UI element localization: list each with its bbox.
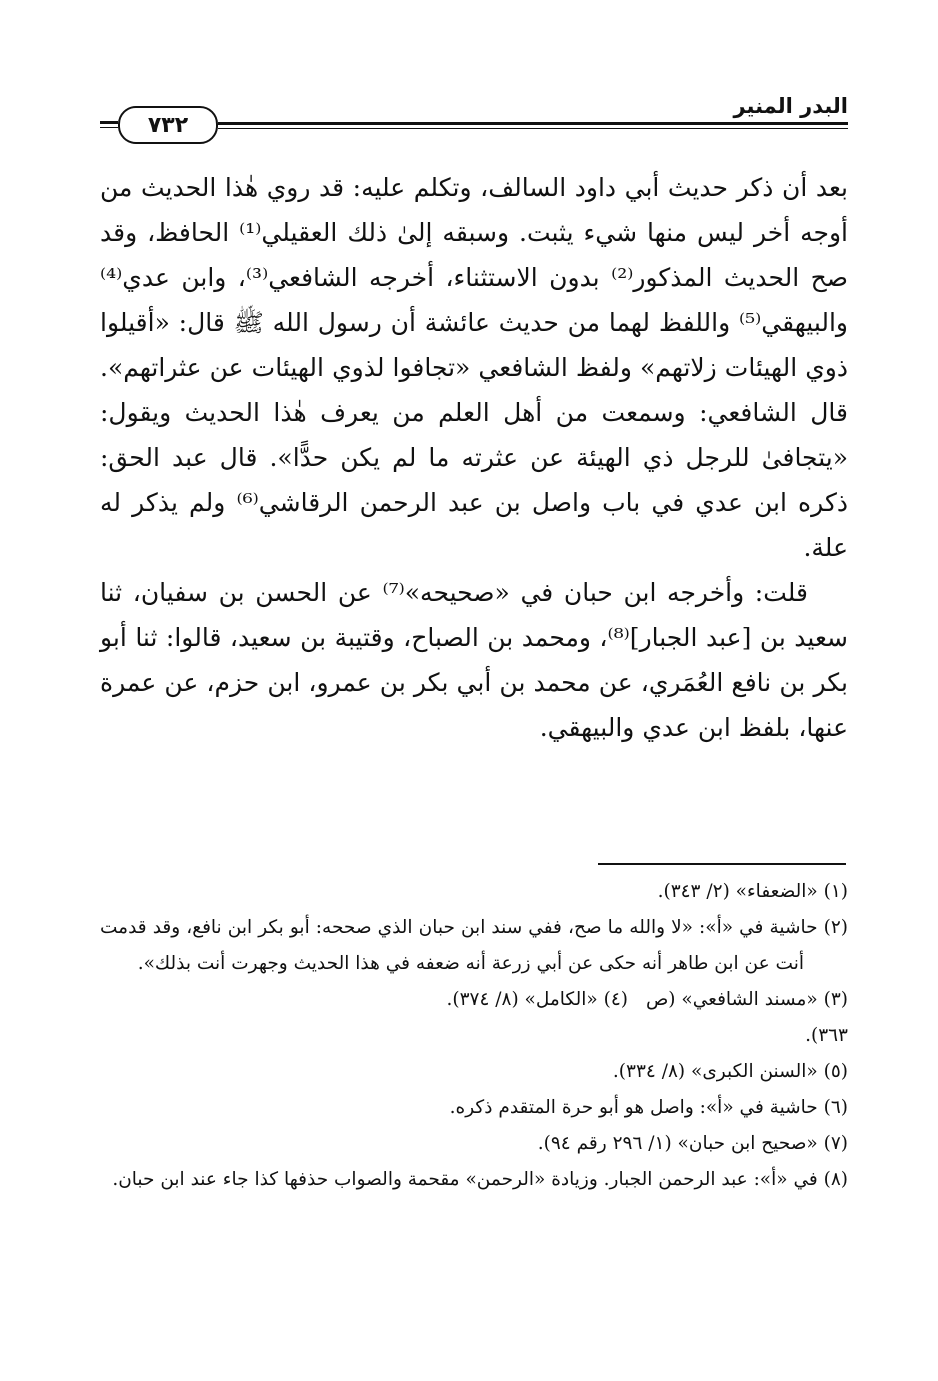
header-rule-tick-thin (100, 127, 118, 128)
footnote-2: (٢) حاشية في «أ»: «لا والله ما صح، ففي سند ابن حبان الذي صححه: أبو بكر ابن نافع، وقد قدمت أنت عن ابن طاهر أنه حكى عن أبي زرعة أنه ضعفه في هذا الحديث وجهرت أنت بذلك». (100, 917, 848, 974)
body-paragraph: قلت: وأخرجه ابن حبان في «صحيحه»⁽⁷⁾ عن الحسن بن سفيان، ثنا سعيد بن [عبد الجبار]⁽⁸⁾، ومحمد بن الصباح، وقتيبة بن سعيد، قالوا: ثنا أبو بكر بن نافع العُمَري، عن محمد بن أبي بكر بن عمرو، ابن حزم، عن عمرة عنها، بلفظ ابن عدي والبيهقي. (100, 578, 848, 742)
header-rule-thin (218, 128, 848, 129)
footnote-5: (٥) «السنن الكبرى» (٨/ ٣٣٤). (612, 1061, 848, 1082)
footnote-8: (٨) في «أ»: عبد الرحمن الجبار. وزيادة «الرحمن» مقحمة والصواب حذفها كذا جاء عند ابن حبان. (112, 1169, 848, 1190)
footnote-6: (٦) حاشية في «أ»: واصل هو أبو حرة المتقدم ذكره. (449, 1097, 848, 1118)
footnote-1: (١) «الضعفاء» (٢/ ٣٤٣). (657, 881, 848, 902)
header-rule (218, 122, 848, 125)
page-header (100, 92, 848, 148)
main-text (100, 165, 848, 750)
header-rule-tick (100, 121, 118, 124)
page-number: ٧٣٢ (118, 106, 218, 144)
footnote-7: (٧) «صحيح ابن حبان» (١/ ٢٩٦ رقم ٩٤). (537, 1133, 848, 1154)
footnote-row (100, 982, 848, 1054)
footnotes (100, 874, 848, 1198)
running-title: البدر المنير (733, 94, 848, 118)
footnote-4: (٤) «الكامل» (٨/ ٣٧٤). (446, 989, 628, 1010)
footnote-3: (٣) «مسند الشافعي» (ص ٣٦٣). (645, 989, 848, 1046)
footnote-separator (598, 863, 846, 865)
body-paragraph: بعد أن ذكر حديث أبي داود السالف، وتكلم عليه: قد روي هٰذا الحديث من أوجه أخر ليس منها شيء يثبت. وسبقه إلىٰ ذلك العقيلي⁽¹⁾ الحافظ، وقد صح الحديث المذكور⁽²⁾ بدون الاستثناء، أخرجه الشافعي⁽³⁾، وابن عدي⁽⁴⁾ والبيهقي⁽⁵⁾ واللفظ لهما من حديث عائشة أن رسول الله ﷺ قال: «أقيلوا ذوي الهيئات زلاتهم» ولفظ الشافعي «تجافوا لذوي الهيئات عن عثراتهم». قال الشافعي: وسمعت من أهل العلم من يعرف هٰذا الحديث ويقول: «يتجافىٰ للرجل ذي الهيئة عن عثرته ما لم يكن حدًّا». قال عبد الحق: ذكره ابن عدي في باب واصل بن عبد الرحمن الرقاشي⁽⁶⁾ ولم يذكر له علة. (100, 173, 849, 562)
